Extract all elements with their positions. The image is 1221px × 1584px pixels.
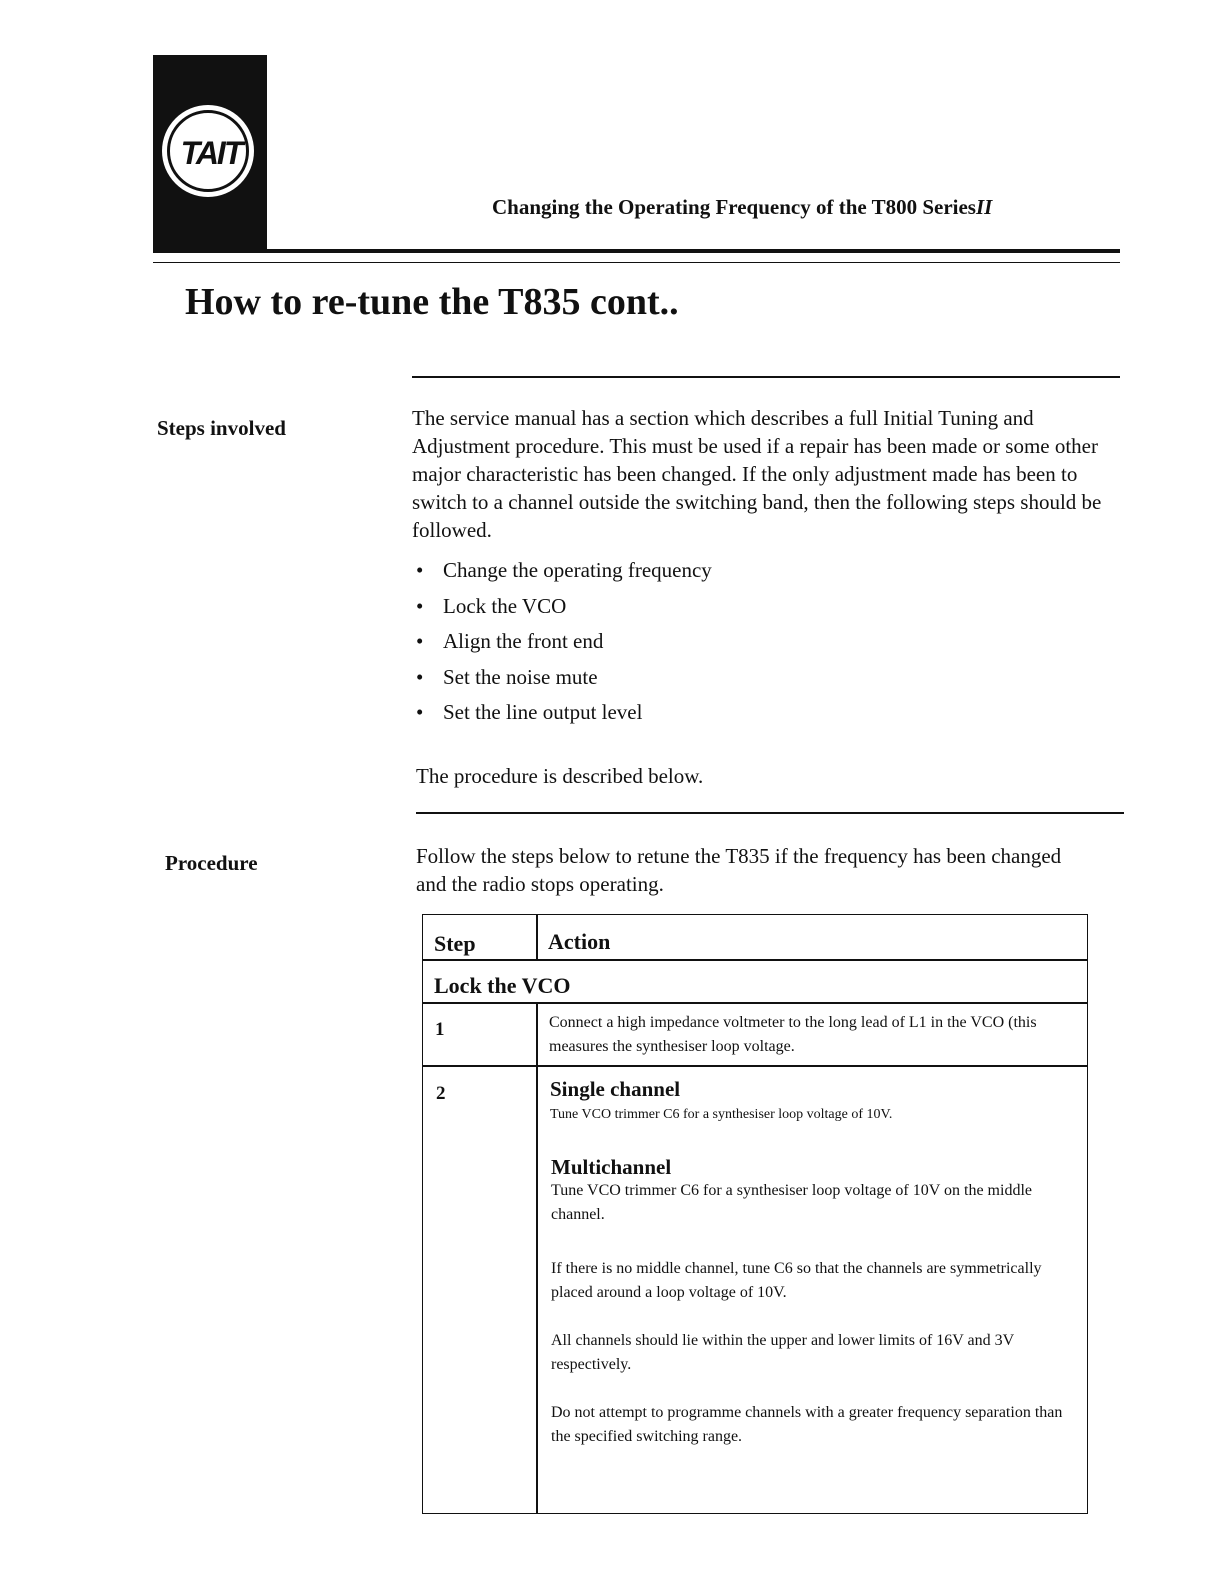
step-number: 2 xyxy=(436,1083,446,1104)
multichannel-heading: Multichannel xyxy=(551,1155,672,1179)
page-title: How to re-tune the T835 cont.. xyxy=(185,281,679,323)
logo-block xyxy=(153,55,267,250)
header-title-suffix: II xyxy=(975,195,993,219)
header-rule xyxy=(153,249,1120,253)
group-title: Lock the VCO xyxy=(434,973,571,998)
multichannel-paragraph: Tune VCO trimmer C6 for a synthesiser loop voltage of 10V on the middle channel. xyxy=(551,1182,1032,1223)
table-divider xyxy=(423,1002,1087,1004)
bullet-icon: • xyxy=(416,593,424,618)
multichannel-paragraph: Do not attempt to programme channels with a greater frequency separation than the specified switching range. xyxy=(551,1404,1063,1445)
list-item: • Set the noise mute xyxy=(416,664,598,689)
bullet-icon: • xyxy=(416,629,424,653)
header-step: Step xyxy=(434,931,476,956)
procedure-table xyxy=(422,914,1088,1514)
steps-involved-label: Steps involved xyxy=(157,416,286,440)
multichannel-paragraph: If there is no middle channel, tune C6 so that the channels are symmetrically placed around a loop voltage of 10V. xyxy=(551,1260,1042,1301)
single-channel-text: Tune VCO trimmer C6 for a synthesiser loop voltage of 10V. xyxy=(550,1107,893,1122)
logo-text: TAIT xyxy=(180,135,242,171)
list-item: • Change the operating frequency xyxy=(416,558,712,582)
section-divider xyxy=(416,812,1124,814)
multichannel-paragraph: All channels should lie within the upper and lower limits of 16V and 3V respectively. xyxy=(551,1332,1014,1373)
table-divider xyxy=(536,915,538,959)
list-item: • Lock the VCO xyxy=(416,593,567,618)
procedure-label: Procedure xyxy=(165,851,258,875)
tait-logo-icon xyxy=(162,105,254,197)
table-divider xyxy=(536,1002,538,1513)
header-action: Action xyxy=(548,929,611,954)
step-1-text: Connect a high impedance voltmeter to the long lead of L1 in the VCO (this measures the synthesiser loop voltage. xyxy=(549,1014,1037,1055)
steps-list xyxy=(412,556,1124,734)
list-item: • Set the line output level xyxy=(416,700,643,724)
bullet-icon: • xyxy=(416,558,424,582)
step-number: 1 xyxy=(435,1019,445,1040)
header-rule-thin xyxy=(153,262,1120,263)
bullet-icon: • xyxy=(416,664,424,689)
header-title xyxy=(492,195,992,220)
single-channel-heading: Single channel xyxy=(550,1077,681,1101)
steps-intro: The service manual has a section which describes a full Initial Tuning and Adjustment procedure. This must be used if a repair has been made or some other major characteristic has been changed. If the only adjustment made has been to switch to a channel outside the switching band, then the following steps should be followed. xyxy=(412,406,1102,542)
table-divider xyxy=(423,959,1087,961)
section-divider xyxy=(412,376,1120,378)
procedure-intro: Follow the steps below to retune the T835 if the frequency has been changed and the radio stops operating. xyxy=(416,844,1062,896)
bullet-icon: • xyxy=(416,700,424,724)
steps-closing: The procedure is described below. xyxy=(416,764,704,788)
table-divider xyxy=(423,1065,1087,1067)
header-title-main: Changing the Operating Frequency of the T800 Series xyxy=(492,195,976,219)
list-item: • Align the front end xyxy=(416,629,604,653)
